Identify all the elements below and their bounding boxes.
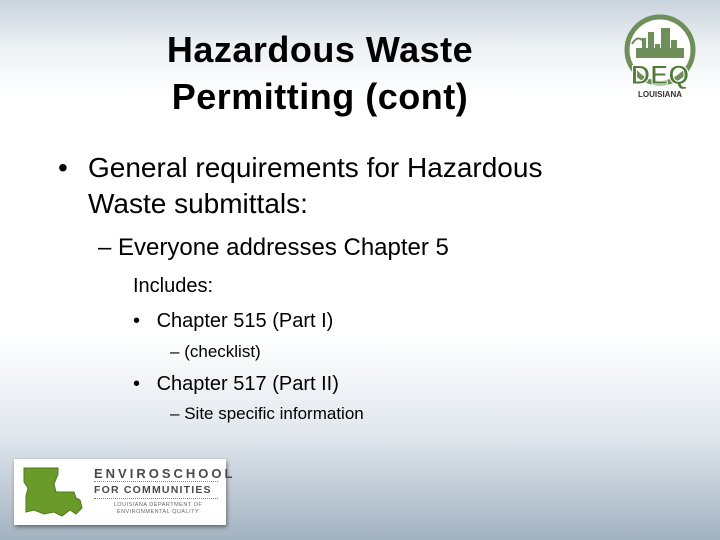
item-chapter-517 — [133, 370, 339, 398]
deq-logo-text: DEQ — [630, 60, 690, 90]
slide-title-line1: Hazardous Waste — [166, 29, 474, 70]
dash-mark: – — [98, 234, 112, 261]
bullet-mark: • — [133, 310, 141, 332]
louisiana-state-icon — [18, 462, 90, 522]
detail-text: (checklist) — [184, 342, 261, 361]
bullet-line1: General requirements for Hazardous — [88, 152, 543, 183]
sub-bullet-chapter5 — [98, 232, 449, 264]
sub-bullet-text: Everyone addresses Chapter 5 — [118, 234, 449, 261]
bullet-mark: • — [133, 373, 141, 395]
bullet-mark: • — [58, 152, 68, 183]
detail-text: Site specific information — [184, 404, 364, 423]
enviroschool-subtitle: FOR COMMUNITIES — [94, 484, 212, 496]
includes-label: Includes: — [133, 275, 214, 297]
item-text: Chapter 515 (Part I) — [156, 310, 334, 332]
deq-logo-subtext: LOUISIANA — [638, 90, 682, 99]
divider — [94, 498, 218, 499]
bullet-line2: Waste submittals: — [88, 188, 308, 219]
slide-title-line2: Permitting (cont) — [171, 76, 469, 117]
divider — [94, 481, 218, 482]
enviroschool-title: ENVIROSCHOOL — [94, 466, 236, 481]
enviroschool-agency: LOUISIANA DEPARTMENT OF ENVIRONMENTAL QUALITY — [113, 502, 203, 515]
dash-mark: – — [170, 342, 180, 361]
item-chapter-515-detail — [170, 340, 261, 364]
item-chapter-517-detail — [170, 402, 364, 426]
item-chapter-515 — [133, 307, 333, 335]
dash-mark: – — [170, 404, 180, 423]
item-text: Chapter 517 (Part II) — [156, 373, 339, 395]
enviroschool-logo — [14, 459, 236, 525]
